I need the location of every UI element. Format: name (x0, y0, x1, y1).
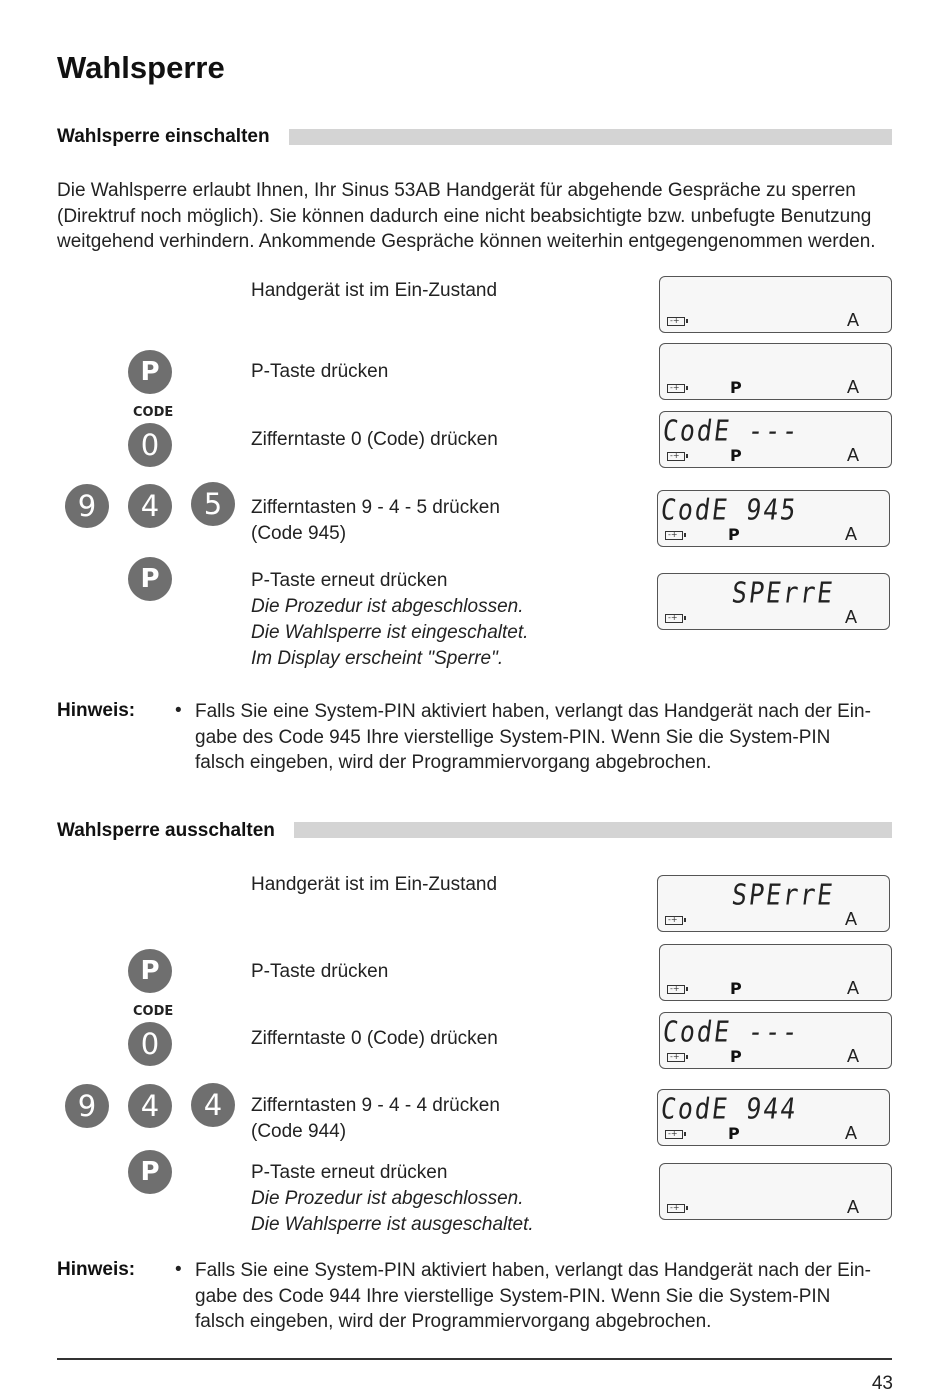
hinweis-line: falsch eingeben, wird der Programmiervorgang abgebrochen. (195, 1311, 712, 1333)
step-line: P-Taste erneut drücken (251, 1162, 448, 1183)
p-key-icon: P (128, 1150, 172, 1194)
footer-rule (57, 1358, 892, 1360)
step-note-text: Die Prozedur ist abgeschlossen. (251, 1188, 524, 1209)
step-note-text: Im Display erscheint "Sperre". (251, 648, 504, 669)
step-text (251, 495, 500, 547)
lcd-a-flag: A (846, 978, 859, 998)
intro-line: Die Wahlsperre erlaubt Ihnen, Ihr Sinus 53AB Handgerät für abgehende Gespräche zu sperren (57, 180, 856, 201)
step-note-text: Die Prozedur ist abgeschlossen. (251, 596, 524, 617)
digit-key-icon: 0 (128, 1022, 172, 1066)
lcd-a-flag: A (844, 524, 857, 544)
lcd-a-flag: A (846, 1197, 859, 1217)
battery-icon: -+ (667, 1053, 685, 1062)
lcd-a-flag: A (846, 445, 859, 465)
lcd-a-flag: A (846, 310, 859, 330)
lcd-p-flag: P (730, 1047, 742, 1066)
battery-icon: -+ (665, 916, 683, 925)
section-bar-off (294, 822, 892, 838)
section-heading-off: Wahlsperre ausschalten (57, 820, 275, 841)
lcd-a-flag: A (846, 377, 859, 397)
lcd-a-flag: A (844, 909, 857, 929)
step-note (251, 1186, 534, 1212)
hinweis-text (195, 699, 871, 776)
step-text: P-Taste drücken (251, 961, 389, 982)
step-text: Zifferntaste 0 (Code) drücken (251, 429, 498, 450)
lcd-a-flag: A (844, 607, 857, 627)
step-text (251, 1160, 534, 1238)
digit-key-icon: 9 (65, 1084, 109, 1128)
intro-line: (Direktruf noch möglich). Sie können dadurch eine nicht beabsichtigte bzw. unbefugte Benutzung (57, 205, 872, 227)
lcd-display (659, 411, 892, 468)
p-key-icon: P (128, 557, 172, 601)
lcd-display (657, 875, 890, 932)
lcd-display (657, 490, 890, 547)
lcd-a-flag: A (844, 1123, 857, 1143)
section-heading-on: Wahlsperre einschalten (57, 126, 270, 147)
p-key-icon: P (128, 350, 172, 394)
bullet-icon: • (175, 1259, 182, 1280)
page-number: 43 (871, 1373, 893, 1394)
step-note (251, 594, 528, 620)
lcd-text: CodE 944 (658, 1092, 800, 1126)
battery-icon: -+ (667, 384, 685, 393)
step-line: P-Taste erneut drücken (251, 570, 448, 591)
digit-key-icon: 4 (191, 1083, 235, 1127)
lcd-a-flag: A (846, 1046, 859, 1066)
digit-key-icon: 5 (191, 482, 235, 526)
lcd-display (657, 1089, 890, 1146)
step-line: Zifferntasten 9 - 4 - 4 drücken (251, 1095, 500, 1116)
digit-key-icon: 4 (128, 484, 172, 528)
battery-icon: -+ (665, 1130, 683, 1139)
step-note (251, 1212, 534, 1238)
step-note (251, 620, 528, 646)
lcd-text: CodE --- (660, 1015, 802, 1049)
battery-icon: -+ (667, 317, 685, 326)
step-text: P-Taste drücken (251, 361, 389, 382)
step-note-text: Die Wahlsperre ist eingeschaltet. (251, 622, 529, 643)
battery-icon: -+ (665, 614, 683, 623)
hinweis-line: Falls Sie eine System-PIN aktiviert haben, verlangt das Handgerät nach der Ein- (195, 701, 871, 722)
lcd-text: SPErrE (729, 576, 837, 610)
hinweis-line: gabe des Code 944 Ihre vierstellige System-PIN. Wenn Sie die System-PIN (195, 1285, 831, 1307)
hinweis-line: Falls Sie eine System-PIN aktiviert haben, verlangt das Handgerät nach der Ein- (195, 1260, 871, 1281)
intro-paragraph (57, 178, 907, 255)
lcd-p-flag: P (728, 1124, 740, 1143)
lcd-display (659, 343, 892, 400)
step-text: Zifferntaste 0 (Code) drücken (251, 1028, 498, 1049)
lcd-p-flag: P (730, 378, 742, 397)
lcd-display (659, 1163, 892, 1220)
lcd-display (659, 1012, 892, 1069)
lcd-display (659, 276, 892, 333)
lcd-text: CodE 945 (658, 493, 800, 527)
intro-line: weitgehend verhindern. Ankommende Gespräche können weiterhin entgegengenommen werden. (57, 231, 876, 253)
hinweis-line: gabe des Code 945 Ihre vierstellige System-PIN. Wenn Sie die System-PIN (195, 726, 831, 748)
step-line: Zifferntasten 9 - 4 - 5 drücken (251, 497, 500, 518)
step-line: (Code 945) (251, 523, 347, 544)
digit-key-icon: 0 (128, 423, 172, 467)
lcd-display (659, 944, 892, 1001)
hinweis-text (195, 1258, 871, 1335)
lcd-text: CodE --- (660, 414, 802, 448)
p-key-icon: P (128, 949, 172, 993)
code-label: CODE (133, 1004, 174, 1019)
step-text: Handgerät ist im Ein-Zustand (251, 280, 498, 301)
lcd-p-flag: P (728, 525, 740, 544)
lcd-text: SPErrE (729, 878, 837, 912)
hinweis-label: Hinweis: (57, 1259, 136, 1280)
battery-icon: -+ (667, 452, 685, 461)
step-text (251, 568, 528, 672)
battery-icon: -+ (667, 1204, 685, 1213)
step-text: Handgerät ist im Ein-Zustand (251, 874, 498, 895)
hinweis-label: Hinweis: (57, 700, 136, 721)
lcd-p-flag: P (730, 446, 742, 465)
digit-key-icon: 9 (65, 484, 109, 528)
code-label: CODE (133, 405, 174, 420)
step-line: (Code 944) (251, 1121, 347, 1142)
step-note-text: Die Wahlsperre ist ausgeschaltet. (251, 1214, 534, 1235)
lcd-display (657, 573, 890, 630)
lcd-p-flag: P (730, 979, 742, 998)
step-text (251, 1093, 500, 1145)
bullet-icon: • (175, 700, 182, 721)
hinweis-line: falsch eingeben, wird der Programmiervorgang abgebrochen. (195, 752, 712, 774)
battery-icon: -+ (665, 531, 683, 540)
page-title: Wahlsperre (57, 50, 225, 85)
battery-icon: -+ (667, 985, 685, 994)
digit-key-icon: 4 (128, 1084, 172, 1128)
step-note (251, 646, 528, 672)
section-bar-on (289, 129, 892, 145)
